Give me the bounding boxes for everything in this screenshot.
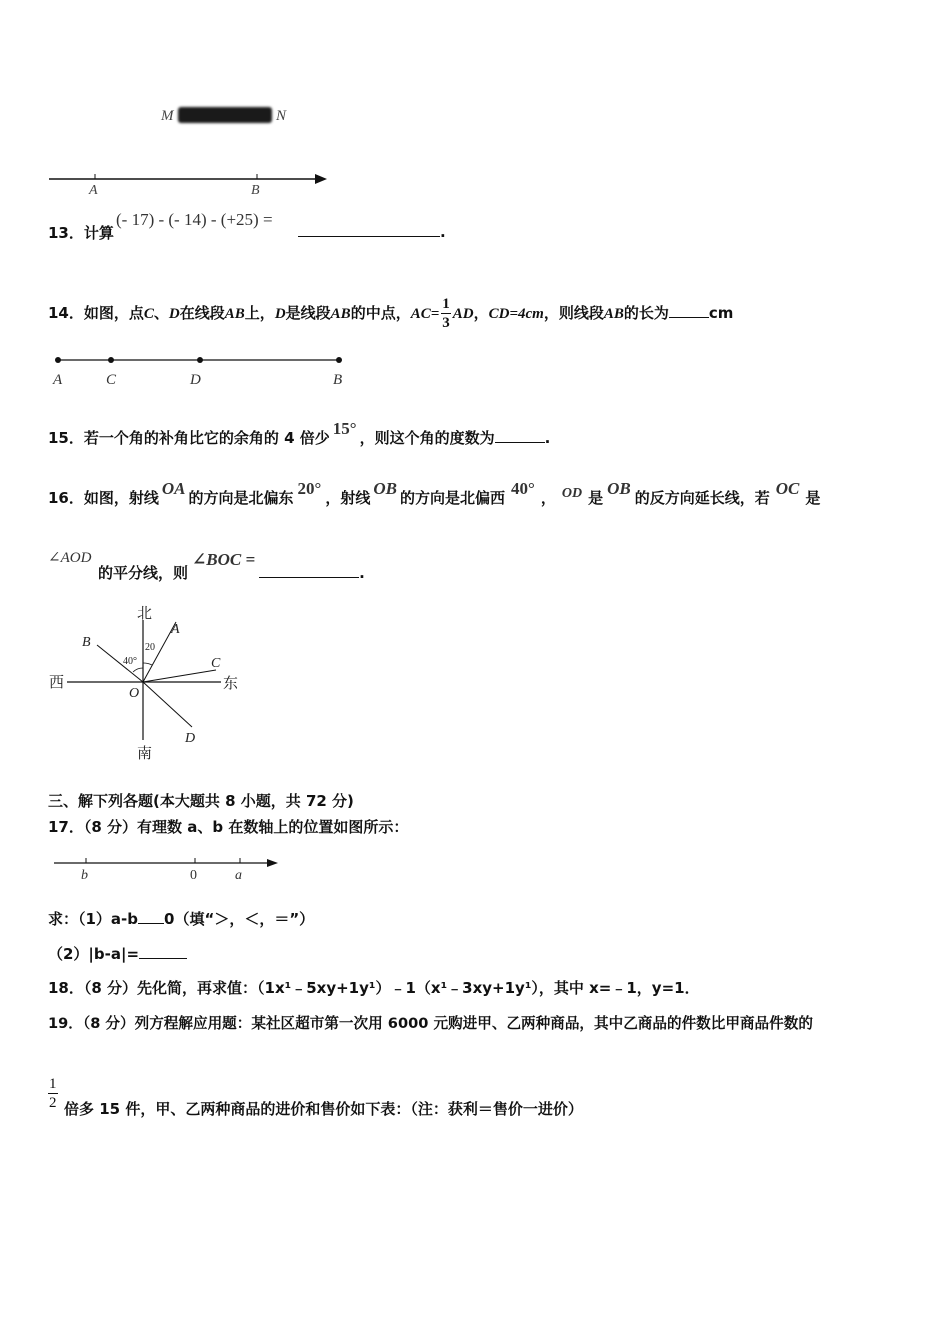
ray-c-label: C — [211, 656, 221, 671]
question-14: 14．如图，点C、D在线段AB上，D是线段AB的中点，AC= $\frac{1}{3}$ AD，CD=4cm，则线段AB的长为 cm — [48, 296, 734, 331]
q13-expression: (- 17) - (- 14) - (+25) = — [116, 210, 273, 229]
question-16-line2: ∠AOD — [48, 550, 92, 566]
north-label: 北 — [137, 606, 153, 622]
section-3-title: 三、解下列各题(本大题共 8 小题，共 72 分) — [48, 792, 354, 810]
label-m: M — [161, 108, 174, 124]
figure-number-line-ab — [48, 853, 288, 883]
question-16: 16．如图，射线 OA 的方向是北偏东 20° ，射线 OB 的方向是北偏西 40° ， OD 是 OB 的反方向延长线，若 OC 是 — [48, 479, 821, 507]
fraction-one-third: $\frac{1}{3}$ — [442, 296, 450, 331]
angle-40-label: 40° — [123, 656, 137, 667]
angle-20-label: 20 — [145, 642, 155, 653]
figure-segment-acdb — [48, 350, 348, 390]
q17-ask-1: 求：（1）a-b 0（填“＞，＜，＝”） — [48, 910, 315, 928]
question-16-line2b: 的平分线，则∠BOC =. — [98, 550, 365, 582]
south-label: 南 — [137, 746, 153, 762]
origin-label: O — [129, 686, 140, 701]
question-18: 18．（8 分）先化简，再求值：（1x¹﹣5xy+1y¹）﹣1（x¹﹣3xy+1y¹），其中 x=﹣1，y=1． — [48, 979, 700, 997]
question-19-line2: 倍多 15 件，甲、乙两种商品的进价和售价如下表：（注：获利＝售价一进价） — [64, 1100, 583, 1118]
figure-compass — [45, 600, 255, 762]
point-a-label: a — [235, 868, 242, 883]
west-label: 西 — [49, 675, 65, 691]
point-b-label: B — [251, 183, 260, 198]
label-n: N — [276, 108, 287, 124]
question-17: 17．（8 分）有理数 a、b 在数轴上的位置如图所示： — [48, 818, 409, 836]
blurred-segment — [178, 107, 272, 123]
point-b-label: b — [81, 868, 88, 883]
question-13 — [48, 222, 114, 243]
figure-ray-ab — [45, 170, 335, 198]
point-a-label: A — [89, 183, 98, 198]
ray-d-label: D — [185, 731, 196, 746]
question-15: 15．若一个角的补角比它的余角的 4 倍少 15° ，则这个角的度数为 . — [48, 419, 551, 447]
point-c-label: C — [106, 372, 117, 388]
point-a-label: A — [53, 372, 63, 388]
q13-label: 计算 — [83, 224, 114, 242]
east-label: 东 — [223, 676, 239, 692]
q13-answer: . — [298, 222, 446, 241]
point-b-label: B — [333, 372, 343, 388]
zero-label: 0 — [190, 868, 197, 883]
q19-fraction: $\frac{1}{2}$ — [49, 1076, 57, 1111]
q17-ask-2: （2）|b-a|= — [48, 943, 187, 964]
ray-a-label: A — [171, 622, 180, 637]
q13-number: 13． — [48, 224, 84, 242]
question-19: 19．（8 分）列方程解应用题：某社区超市第一次用 6000 元购进甲、乙两种商品，其中乙商品的件数比甲商品件数的 — [48, 1015, 813, 1032]
ray-b-label: B — [82, 635, 91, 650]
point-d-label: D — [190, 372, 201, 388]
